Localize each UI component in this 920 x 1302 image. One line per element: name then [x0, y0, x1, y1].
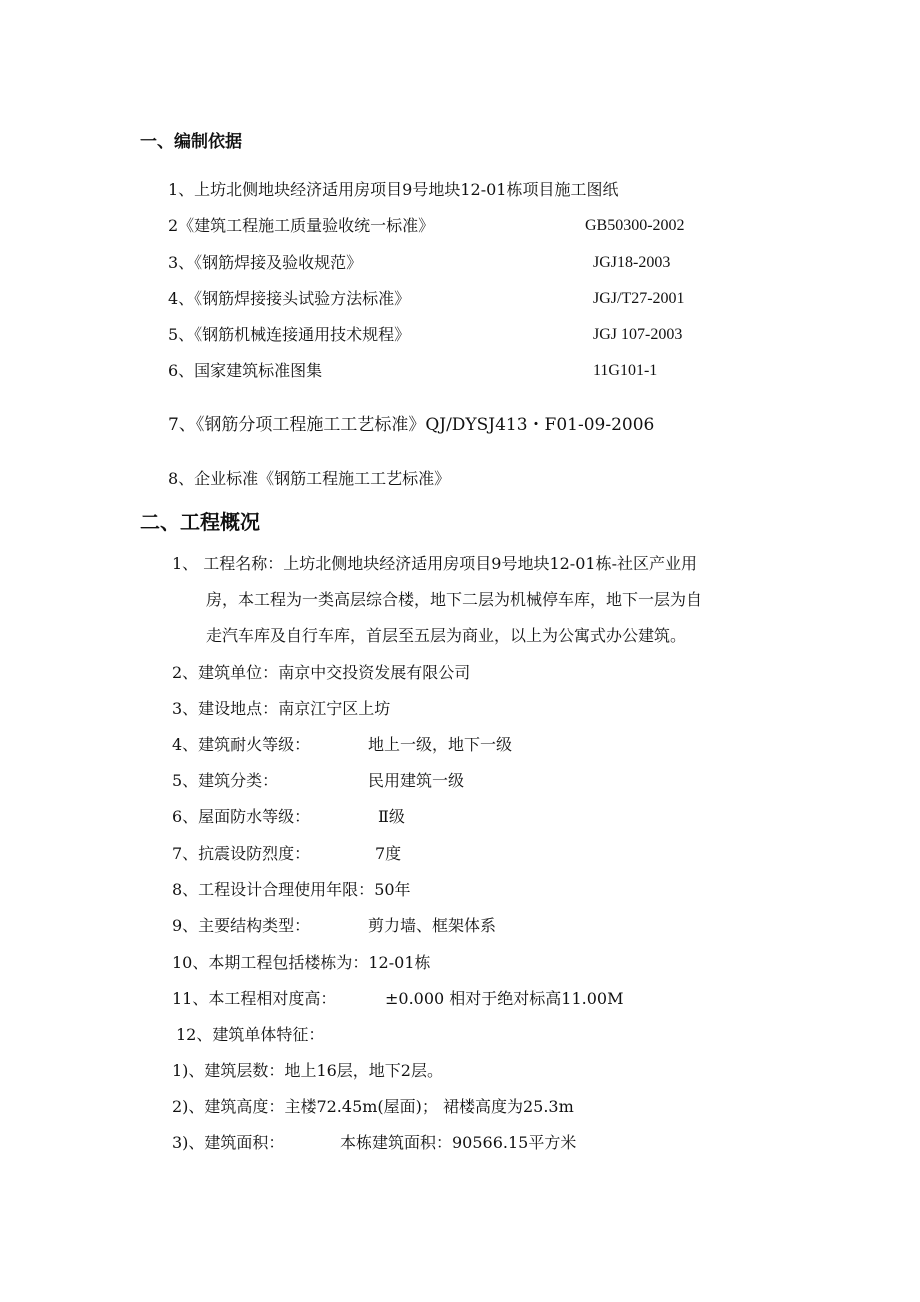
feature-item-1 [172, 1061, 443, 1081]
overview-item-5-label: 5、建筑分类： [172, 771, 279, 790]
overview-item-8 [172, 880, 411, 900]
basis-item-4: 4、《钢筋焊接接头试验方法标准》 [168, 289, 411, 308]
overview-item-11-label: 11、本工程相对度高： [172, 989, 337, 1008]
section1-heading: 一、编制依据 [140, 132, 242, 152]
overview-item-12-label: 12、建筑单体特征： [176, 1025, 325, 1044]
overview-item-9-value: 剪力墙、框架体系 [368, 916, 497, 935]
overview-item-10 [172, 953, 431, 973]
feature-item-1-value: 地上16层，地下2层。 [284, 1061, 443, 1080]
overview-item-8-label: 8、工程设计合理使用年限： [172, 880, 375, 899]
overview-item-1-line1: 1、 工程名称：上坊北侧地块经济适用房项目9号地块12-01栋-社区产业用 [172, 554, 697, 573]
overview-item-2-value: 南京中交投资发展有限公司 [278, 663, 471, 682]
basis-item-5: 5、《钢筋机械连接通用技术规程》 [168, 325, 411, 344]
overview-item-7-label: 7、抗震设防烈度： [172, 844, 311, 863]
overview-item-5-value: 民用建筑一级 [368, 771, 465, 790]
overview-item-3-label: 3、建设地点： [172, 699, 279, 718]
basis-item-1: 1、上坊北侧地块经济适用房项目9号地块12-01栋项目施工图纸 [168, 180, 619, 199]
feature-item-3-value: 本栋建筑面积：90566.15平方米 [340, 1133, 577, 1152]
overview-item-8-value: 50年 [374, 880, 411, 899]
overview-item-3 [172, 699, 390, 719]
overview-item-1-line2: 房，本工程为一类高层综合楼，地下二层为机械停车库，地下一层为自 [206, 590, 703, 609]
feature-item-2-label: 2)、建筑高度： [172, 1097, 285, 1116]
feature-item-2 [172, 1097, 574, 1117]
overview-item-10-value: 12-01栋 [368, 953, 431, 972]
overview-item-6-label: 6、屋面防水等级： [172, 807, 311, 826]
overview-item-9-label: 9、主要结构类型： [172, 916, 311, 935]
feature-item-3-label: 3)、建筑面积： [172, 1133, 285, 1152]
overview-item-7-value: 7度 [375, 844, 402, 863]
basis-item-6: 6、国家建筑标准图集 [168, 361, 323, 380]
basis-item-2-code: GB50300-2002 [585, 217, 685, 234]
feature-item-2-value: 主楼72.45m(屋面)； 裙楼高度为25.3m [284, 1097, 574, 1116]
overview-item-3-value: 南京江宁区上坊 [278, 699, 391, 718]
basis-item-2: 2《建筑工程施工质量验收统一标准》 [168, 216, 435, 235]
overview-item-2-label: 2、建筑单位： [172, 663, 279, 682]
feature-item-1-label: 1)、建筑层数： [172, 1061, 285, 1080]
overview-item-1-line3: 走汽车库及自行车库，首层至五层为商业，以上为公寓式办公建筑。 [206, 626, 687, 645]
overview-item-4-value: 地上一级，地下一级 [368, 735, 513, 754]
overview-item-10-label: 10、本期工程包括楼栋为： [172, 953, 369, 972]
basis-item-8: 8、企业标准《钢筋工程施工工艺标准》 [168, 469, 451, 488]
basis-item-4-code: JGJ/T27-2001 [593, 290, 685, 307]
section2-heading: 二、工程概况 [140, 510, 260, 534]
overview-item-2 [172, 663, 470, 683]
basis-item-6-code: 11G101-1 [593, 362, 658, 379]
basis-item-3-code: JGJ18-2003 [593, 254, 671, 271]
overview-item-11-value: ±0.000 相对于绝对标高11.00M [385, 989, 624, 1008]
basis-item-3: 3、《钢筋焊接及验收规范》 [168, 253, 363, 272]
basis-item-5-code: JGJ 107-2003 [593, 326, 683, 343]
overview-item-4-label: 4、建筑耐火等级： [172, 735, 311, 754]
overview-item-6-value: Ⅱ级 [378, 807, 405, 826]
basis-item-7: 7、《钢筋分项工程施工工艺标准》QJ/DYSJ413・F01-09-2006 [168, 415, 655, 435]
